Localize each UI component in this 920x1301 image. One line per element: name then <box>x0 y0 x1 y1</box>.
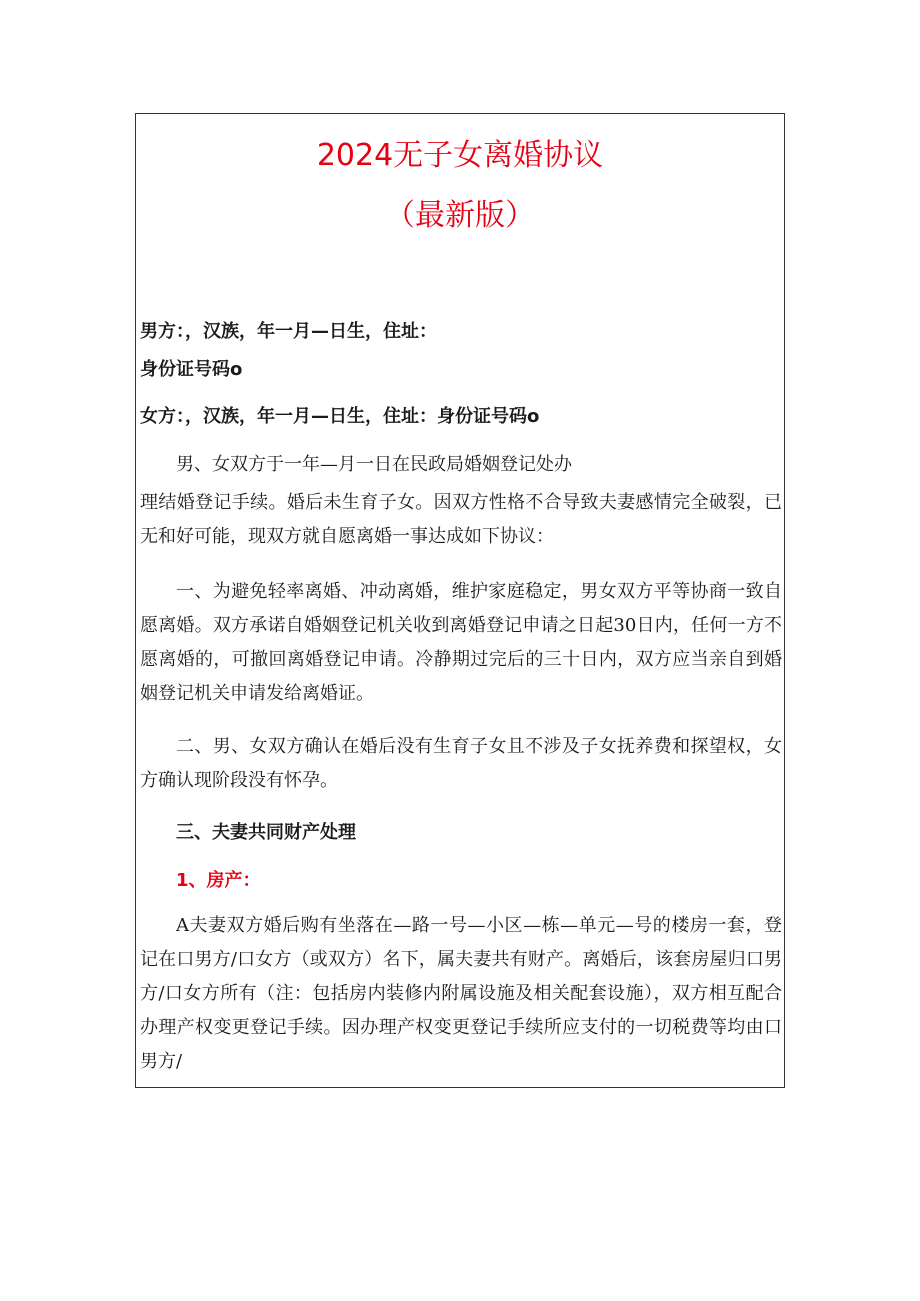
intro-first-line: 男、女双方于一年—月一日在民政局婚姻登记处办 <box>176 454 572 475</box>
male-id-line: 身份证号码o <box>140 359 243 380</box>
document-subtitle: （最新版） <box>385 198 535 233</box>
clause-two: 二、男、女双方确认在婚后没有生育子女且不涉及子女抚养费和探望权，女方确认现阶段没有怀孕。 <box>140 736 782 791</box>
document-title: 2024无子女离婚协议 <box>316 138 604 173</box>
clause-three-housing-body: A夫妻双方婚后购有坐落在—路一号—小区—栋—单元—号的楼房一套，登记在口男方/口女方（或双方）名下，属夫妻共有财产。离婚后，该套房屋归口男方/口女方所有（注：包括房内装修内附属设施及相关配套设施），双方相互配合办理产权变更登记手续。因办理产权变更登记手续所应支付的一切税费等均由口男方/ <box>140 915 782 1072</box>
clause-three-housing-heading: 1、房产： <box>176 870 261 891</box>
intro-paragraph: 理结婚登记手续。婚后未生育子女。因双方性格不合导致夫妻感情完全破裂，已无和好可能，现双方就自愿离婚一事达成如下协议： <box>140 492 782 547</box>
clause-one: 一、为避免轻率离婚、冲动离婚，维护家庭稳定，男女双方平等协商一致自愿离婚。双方承诺自婚姻登记机关收到离婚登记申请之日起30日内，任何一方不愿离婚的，可撤回离婚登记申请。冷静期过完后的三十日内，双方应当亲自到婚姻登记机关申请发给离婚证。 <box>140 581 782 704</box>
female-party-line: 女方：，汉族，年一月—日生，住址：身份证号码o <box>140 406 540 427</box>
clause-three-heading: 三、夫妻共同财产处理 <box>176 822 356 843</box>
male-party-line: 男方：，汉族，年一月—日生，住址： <box>140 321 437 342</box>
document-frame <box>135 113 785 1088</box>
